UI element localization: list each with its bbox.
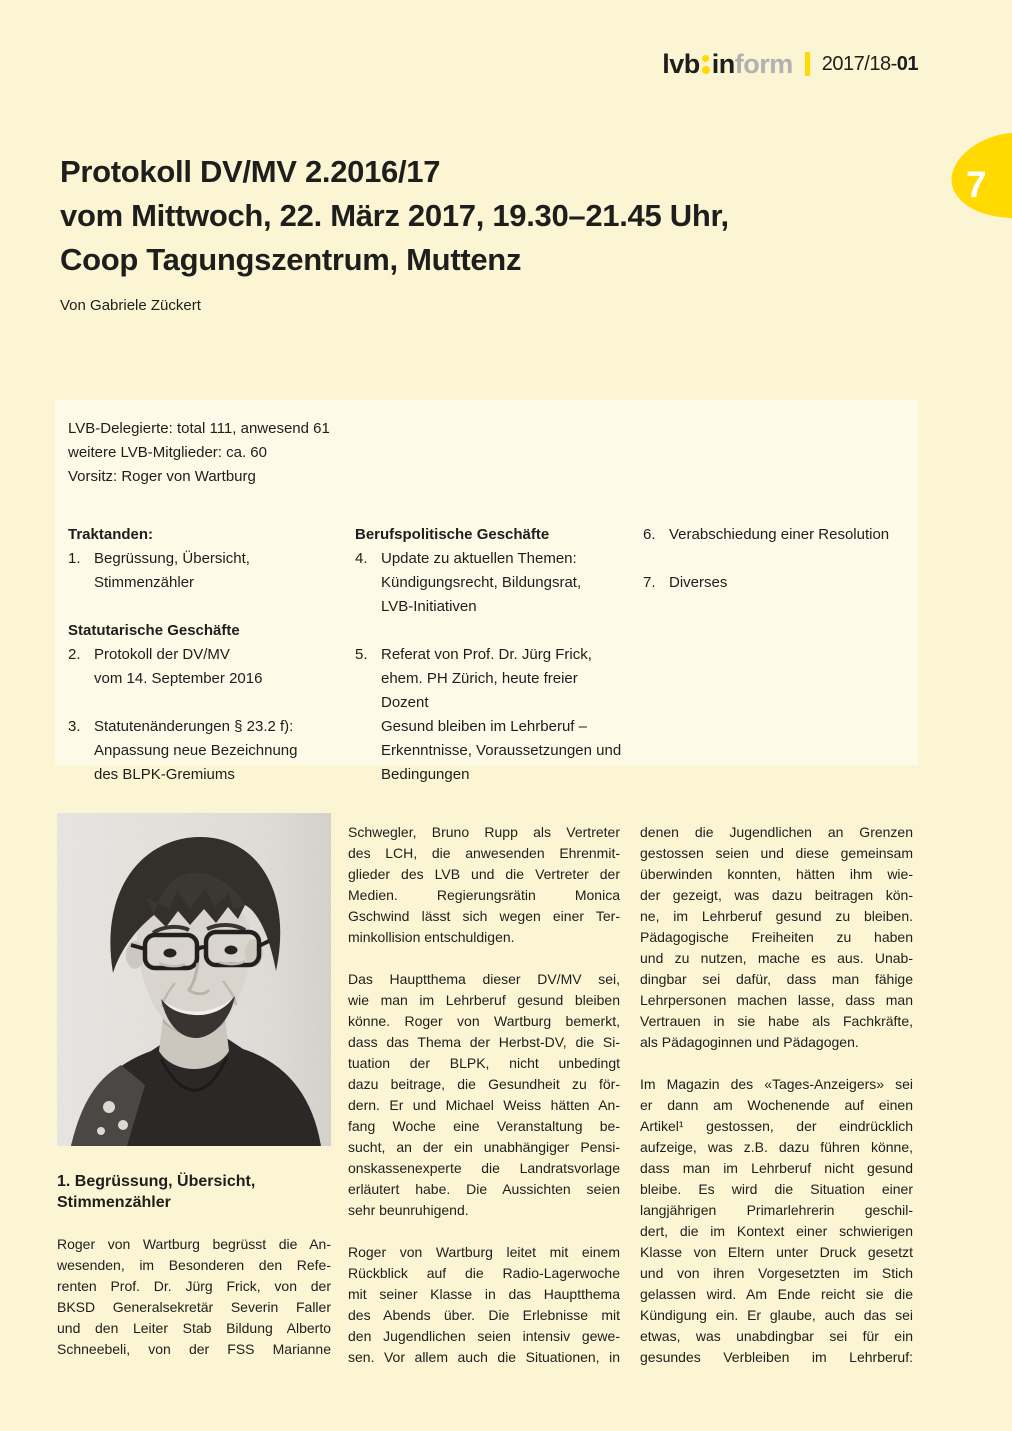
agenda-item-number: 4.: [355, 550, 368, 567]
text-line: Vertrauen in sie habe als Fachkräfte,: [640, 1013, 913, 1029]
logo-lvb: lvb: [662, 48, 700, 79]
agenda-item: [68, 547, 355, 595]
agenda-item-text: [381, 547, 643, 619]
text-line: Das Hauptthema dieser DV/MV sei,: [348, 971, 620, 987]
agenda-item-text: [669, 571, 903, 595]
meeting-meta: [68, 417, 904, 489]
text-line: dern. Er und Michael Weiss hätten An-: [348, 1097, 620, 1113]
text-line: Roger von Wartburg begrüsst die An-: [57, 1236, 331, 1252]
agenda-item-line: Anpassung neue Bezeichnung: [94, 742, 298, 759]
agenda-item-number: 2.: [68, 646, 81, 663]
agenda-section: [643, 523, 903, 595]
agenda-item: [643, 571, 903, 595]
agenda-item-line: Protokoll der DV/MV: [94, 646, 230, 663]
text-line: ne, im Lehrberuf gesund zu bleiben.: [640, 908, 913, 924]
text-line: Gschwind lässt sich wegen einer Ter-: [348, 908, 620, 924]
agenda-section: [68, 523, 355, 595]
info-box: [55, 400, 918, 783]
text-line: dazu beitrage, die Gesundheit zu för-: [348, 1076, 620, 1092]
agenda-item-line: Begrüssung, Übersicht,: [94, 550, 250, 567]
text-line: fang Woche eine Veranstaltung be-: [348, 1118, 620, 1134]
text-line: dingbar sei dafür, dass man fähige: [640, 971, 913, 987]
portrait-photo: [57, 813, 331, 1146]
text-line: dass das Thema der Herbst-DV, die Si-: [348, 1034, 620, 1050]
paragraph: [348, 969, 620, 1221]
agenda-item-line: Statutenänderungen § 23.2 f):: [94, 718, 294, 735]
text-line: den Jugendlichen seien intensiv gewe-: [348, 1328, 620, 1344]
agenda-item-line: ehem. PH Zürich, heute freier: [381, 670, 578, 687]
page-number: 7: [966, 164, 987, 205]
meta-line: LVB-Delegierte: total 111, anwesend 61: [68, 420, 330, 437]
column-text: [57, 1234, 331, 1360]
text-line: dert, die im Kontext einer schwierigen: [640, 1223, 913, 1239]
text-line: minkollision entschuldigen.: [348, 929, 515, 945]
paragraph: [348, 1242, 620, 1368]
lvb-inform-logo: [662, 49, 918, 80]
title-line: Protokoll DV/MV 2.2016/17: [60, 154, 441, 189]
agenda-section-title: Statutarische Geschäfte: [68, 622, 240, 639]
agenda-item: [355, 547, 643, 619]
agenda-item-line: Diverses: [669, 574, 728, 591]
text-line: sucht, an der ein unabhängiger Pensi-: [348, 1139, 620, 1155]
text-line: etwas, was unabdingbar sei für ein: [640, 1328, 913, 1344]
text-line: renten Prof. Dr. Jürg Frick, von der: [57, 1278, 331, 1294]
text-line: tuation der BLPK, nicht unbedingt: [348, 1055, 620, 1071]
logo-in: in: [711, 48, 735, 79]
meta-line: weitere LVB-Mitglieder: ca. 60: [68, 444, 267, 461]
agenda-section: [355, 523, 643, 787]
agenda-column: [68, 523, 355, 787]
agenda-item-line: Bedingungen: [381, 766, 470, 783]
text-line: könne. Roger von Wartburg bemerkt,: [348, 1013, 620, 1029]
agenda-item-line: Erkenntnisse, Voraussetzungen und: [381, 742, 622, 759]
agenda-item-line: vom 14. September 2016: [94, 670, 263, 687]
agenda-column: [355, 523, 643, 787]
text-line: Schneebeli, von der FSS Marianne: [57, 1341, 331, 1357]
agenda-item-text: [669, 523, 903, 547]
agenda-item-line: Gesund bleiben im Lehrberuf –: [381, 718, 587, 735]
agenda-item-line: Stimmenzähler: [94, 574, 195, 591]
text-line: Pädagogische Freiheiten zu haben: [640, 929, 913, 945]
text-line: und von ihren Vorgesetzten im Stich: [640, 1265, 913, 1281]
logo-form: form: [734, 48, 793, 79]
agenda-item: [355, 643, 643, 787]
text-line: überwinden konnten, hätten ihm wie-: [640, 866, 913, 882]
agenda-item: [68, 715, 355, 787]
text-line: langjährigen Primarlehrerin geschil-: [640, 1202, 913, 1218]
agenda-item-text: [94, 547, 355, 595]
text-line: Artikel¹ gestossen, der eindrücklich: [640, 1118, 913, 1134]
paragraph: [348, 822, 620, 948]
text-line: gelassen wird. Am Ende reicht sie die: [640, 1286, 913, 1302]
text-column-2: [348, 813, 620, 1368]
section-heading-line: Stimmenzähler: [57, 1194, 171, 1211]
text-line: mit seiner Klasse in das Hauptthema: [348, 1286, 620, 1302]
text-line: und zu nutzen, mache es aus. Unab-: [640, 950, 913, 966]
agenda-item-number: 5.: [355, 646, 368, 663]
agenda-item-line: Kündigungsrecht, Bildungsrat,: [381, 574, 582, 591]
text-line: aufzeige, was z.B. dazu führen könne,: [640, 1139, 913, 1155]
logo-separator-bar: [805, 52, 810, 76]
page-title: [60, 150, 729, 282]
text-line: BKSD Generalsekretär Severin Faller: [57, 1299, 331, 1315]
text-line: Medien. Regierungsrätin Monica: [348, 887, 620, 903]
agenda-item-line: Dozent: [381, 694, 429, 711]
text-line: Roger von Wartburg leitet mit einem: [348, 1244, 620, 1260]
text-line: Klasse von Eltern unter Druck gesetzt: [640, 1244, 913, 1260]
text-line: der gezeigt, was dazu beitragen kön-: [640, 887, 913, 903]
agenda-item-number: 7.: [643, 574, 656, 591]
text-line: gesundes Verbleiben im Lehrberuf:: [640, 1349, 913, 1365]
text-line: erläutert habe. Die Aussichten seien: [348, 1181, 620, 1197]
text-line: Schwegler, Bruno Rupp als Vertreter: [348, 824, 620, 840]
text-column-1: [57, 813, 331, 1360]
agenda-item-number: 6.: [643, 526, 656, 543]
agenda-item-line: Referat von Prof. Dr. Jürg Frick,: [381, 646, 592, 663]
title-line: vom Mittwoch, 22. März 2017, 19.30–21.45 Uhr,: [60, 198, 729, 233]
agenda-column: [643, 523, 903, 787]
text-column-3: [640, 813, 913, 1368]
agenda-item-line: Update zu aktuellen Themen:: [381, 550, 577, 567]
meta-line: Vorsitz: Roger von Wartburg: [68, 468, 256, 485]
issue-number: 2017/18-01: [821, 52, 918, 75]
paragraph: [640, 822, 913, 1053]
text-line: dass man im Lehrberuf nicht gesund: [640, 1160, 913, 1176]
title-line: Coop Tagungszentrum, Muttenz: [60, 242, 522, 277]
agenda-item-number: 3.: [68, 718, 81, 735]
column-text: [348, 822, 620, 1368]
portrait-illustration: [57, 813, 331, 1146]
agenda-section-title: Berufspolitische Geschäfte: [355, 526, 550, 543]
paragraph: [57, 1234, 331, 1360]
logo-colon-dots-icon: [702, 53, 710, 74]
yellow-blob-icon: [944, 124, 1012, 226]
text-line: als Pädagoginnen und Pädagogen.: [640, 1034, 859, 1050]
text-line: des LCH, die anwesenden Ehrenmit-: [348, 845, 620, 861]
agenda-item: [68, 643, 355, 691]
agenda-item-text: [94, 715, 355, 787]
text-line: er dann am Wochenende auf einen: [640, 1097, 913, 1113]
agenda-item-line: des BLPK-Gremiums: [94, 766, 235, 783]
page-number-badge: [944, 124, 1012, 226]
text-line: Rückblick auf die Radio-Lagerwoche: [348, 1265, 620, 1281]
section-heading-line: 1. Begrüssung, Übersicht,: [57, 1173, 256, 1190]
text-line: Im Magazin des «Tages-Anzeigers» sei: [640, 1076, 913, 1092]
agenda-item-text: [94, 643, 355, 691]
column-text: [640, 822, 913, 1368]
text-line: Lehrpersonen machen lasse, dass man: [640, 992, 913, 1008]
agenda-section: [68, 619, 355, 787]
text-line: onskassenexperte die Landratsvorlage: [348, 1160, 620, 1176]
agenda-item-line: LVB-Initiativen: [381, 598, 477, 615]
text-line: bleibe. Es wird die Situation einer: [640, 1181, 913, 1197]
masthead: [662, 48, 918, 80]
agenda-item-text: [381, 643, 643, 787]
text-line: wesenden, im Besonderen den Refe-: [57, 1257, 331, 1273]
agenda-item-number: 1.: [68, 550, 81, 567]
agenda-item: [643, 523, 903, 547]
text-line: glieder des LVB und die Vertreter der: [348, 866, 620, 882]
agenda-section-title: Traktanden:: [68, 526, 154, 543]
agenda: [68, 523, 904, 787]
text-line: wie man im Lehrberuf gesund bleiben: [348, 992, 620, 1008]
section-heading: [57, 1171, 331, 1213]
text-line: des Abends über. Die Erlebnisse mit: [348, 1307, 620, 1323]
text-line: sehr beunruhigend.: [348, 1202, 469, 1218]
text-line: denen die Jugendlichen an Grenzen: [640, 824, 913, 840]
text-line: und den Leiter Stab Bildung Alberto: [57, 1320, 331, 1336]
agenda-item-line: Verabschiedung einer Resolution: [669, 526, 890, 543]
text-line: Kündigung ein. Er glaube, auch das sei: [640, 1307, 913, 1323]
paragraph: [640, 1074, 913, 1368]
article-body: [57, 813, 913, 1431]
text-line: gestossen seien und diese gemeinsam: [640, 845, 913, 861]
text-line: sen. Vor allem auch die Situationen, in: [348, 1349, 620, 1365]
byline: Von Gabriele Zückert: [60, 297, 201, 314]
